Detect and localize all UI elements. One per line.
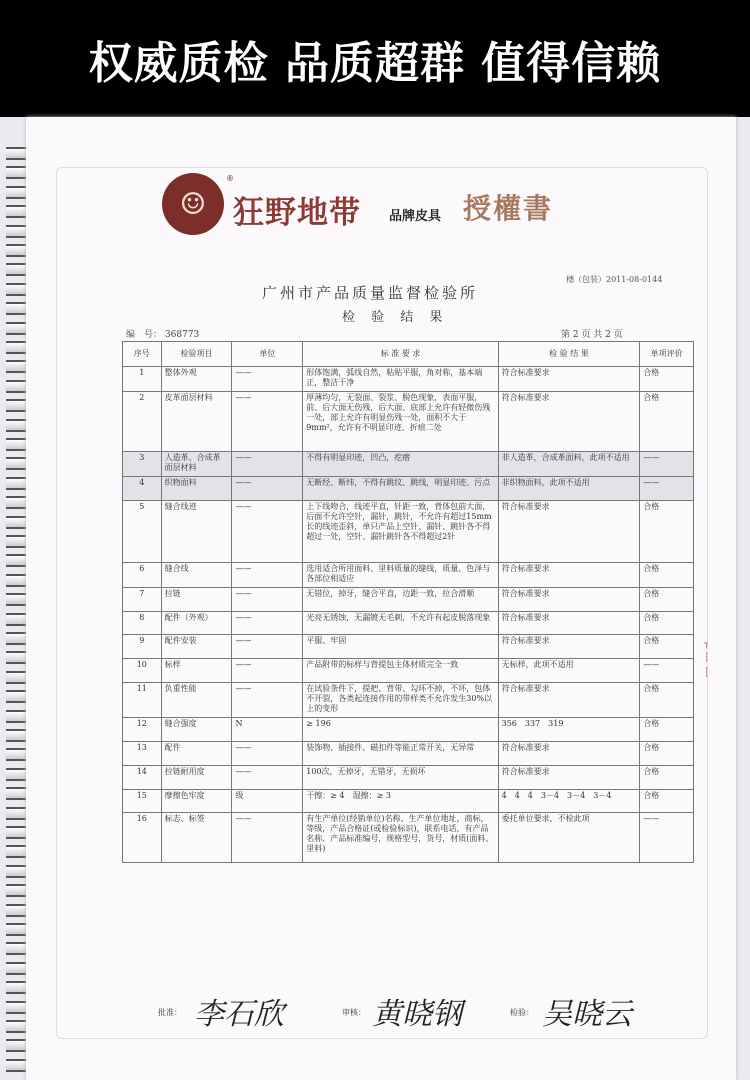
header-unit: 单位 (232, 342, 303, 367)
cell-result: 符合标准要求 (498, 611, 640, 635)
cell-item: 整体外观 (161, 367, 232, 392)
cell-result: 委托单位要求，不检此项 (498, 813, 640, 863)
cell-no: 6 (123, 563, 162, 588)
cell-requirement: 产品附带的标样与背提包主体材质完全一致 (303, 659, 498, 683)
cell-requirement: 选用适合所用面料、里料质量的缝线，质量、色泽与各部位相适应 (303, 563, 498, 588)
cell-result: 符合标准要求 (498, 563, 640, 588)
cell-verdict: —— (640, 452, 694, 477)
cell-no: 5 (123, 500, 162, 563)
cell-item: 缝合线迹 (161, 500, 232, 563)
cell-item: 负重性能 (161, 682, 232, 718)
header-result: 检 验 结 果 (498, 342, 640, 367)
table-row (123, 367, 694, 392)
cell-no: 1 (123, 367, 162, 392)
cell-result: 非织物面料，此项不适用 (498, 476, 640, 500)
red-stamp-edge: ┐ ┆ ┆ (704, 639, 710, 678)
cell-unit: N (232, 718, 303, 742)
cell-requirement: 不得有明显印迹，凹凸，疙瘩 (303, 452, 498, 477)
cell-requirement: 光亮无锈蚀，无漏镀无毛刺，不允许有起皮脱落现象 (303, 611, 498, 635)
cell-result: 符合标准要求 (498, 765, 640, 789)
table-row (123, 718, 694, 742)
review-signature: 黄晓钢 (372, 997, 462, 1032)
table-row (123, 682, 694, 718)
cell-no: 15 (123, 789, 162, 813)
brand-subtitle: 品牌皮具 (389, 209, 442, 224)
table-header-row (123, 342, 694, 367)
cell-unit: —— (232, 588, 303, 612)
check-signature: 吴晓云 (542, 997, 632, 1032)
cell-no: 16 (123, 813, 162, 863)
cell-verdict: 合格 (640, 563, 694, 588)
cell-item: 摩擦色牢度 (161, 789, 232, 813)
cell-result: 符合标准要求 (498, 500, 640, 563)
cell-requirement: 无错位，掉牙，缝合平直，边距一致，拉合滑顺 (303, 588, 498, 612)
cell-result: 符合标准要求 (498, 635, 640, 659)
cell-item: 织物面料 (161, 476, 232, 500)
cell-unit: —— (232, 391, 303, 451)
cell-verdict: —— (640, 476, 694, 500)
cell-verdict: 合格 (640, 500, 694, 563)
cell-result: 非人造革，合成革面料，此项不适用 (498, 452, 640, 477)
table-row (123, 611, 694, 635)
serial-number: 编 号： 368773 (126, 330, 200, 340)
cell-verdict: 合格 (640, 742, 694, 766)
cell-no: 2 (123, 391, 162, 451)
table-row (123, 765, 694, 789)
cell-requirement: 装饰物、插接件、磁扣件等能正常开关，无异常 (303, 742, 498, 766)
cell-result: 符合标准要求 (498, 391, 640, 451)
cell-requirement: 无断经、断纬，不得有跳纹、跳线，明显印迹、污点 (303, 476, 498, 500)
cell-unit: —— (232, 476, 303, 500)
cell-verdict: 合格 (640, 367, 694, 392)
table-row (123, 813, 694, 863)
cell-no: 7 (123, 588, 162, 612)
check-label: 检验： (510, 1008, 534, 1017)
cell-verdict: 合格 (640, 588, 694, 612)
cell-unit: —— (232, 813, 303, 863)
cell-result: 符合标准要求 (498, 742, 640, 766)
header-item: 检验项目 (161, 342, 232, 367)
institute-name: 广州市产品质量监督检验所 (262, 284, 479, 302)
cell-requirement: 平服、牢固 (303, 635, 498, 659)
cell-no: 14 (123, 765, 162, 789)
cell-verdict: 合格 (640, 765, 694, 789)
cell-unit: 级 (232, 789, 303, 813)
cell-unit: —— (232, 611, 303, 635)
cell-verdict: 合格 (640, 789, 694, 813)
brand-logo-icon: ☺ (162, 173, 224, 235)
inspection-table (122, 341, 694, 863)
table-row (123, 391, 694, 451)
cell-item: 配件安装 (161, 635, 232, 659)
cell-unit: —— (232, 635, 303, 659)
cell-verdict: —— (640, 813, 694, 863)
cell-item: 拉链耐用度 (161, 765, 232, 789)
cell-no: 13 (123, 742, 162, 766)
header-requirement: 标 准 要 求 (303, 342, 498, 367)
cell-result: 符合标准要求 (498, 682, 640, 718)
table-row (123, 635, 694, 659)
cell-requirement: 100次，无掉牙，无错牙，无损坏 (303, 765, 498, 789)
cell-item: 配件 (161, 742, 232, 766)
cell-requirement: 形体饱满，弧线自然，粘贴平服，角对称，基本端正，整洁干净 (303, 367, 498, 392)
certificate-page (26, 117, 736, 1080)
approve-signature: 李石欣 (194, 997, 284, 1032)
cell-no: 9 (123, 635, 162, 659)
cell-item: 人造革、合成革面层材料 (161, 452, 232, 477)
cell-no: 11 (123, 682, 162, 718)
page-number: 第 2 页 共 2 页 (561, 330, 623, 340)
cell-verdict: 合格 (640, 635, 694, 659)
signature-area (146, 985, 706, 1045)
cell-unit: —— (232, 563, 303, 588)
cell-unit: —— (232, 682, 303, 718)
cell-item: 拉链 (161, 588, 232, 612)
cell-unit: —— (232, 659, 303, 683)
cell-requirement: 干擦：≥ 4 湿擦：≥ 3 (303, 789, 498, 813)
table-row (123, 500, 694, 563)
cell-requirement: 有生产单位(经销单位)名称、生产单位地址，商标，等级，产品合格证(或检验标识)，联系电话，有产品名称、产品标准编号，规格型号，货号，材质(面料、里料) (303, 813, 498, 863)
cell-verdict: 合格 (640, 718, 694, 742)
cell-verdict: 合格 (640, 682, 694, 718)
approve-label: 批准： (158, 1008, 182, 1017)
cell-no: 10 (123, 659, 162, 683)
header-verdict: 单项评价 (640, 342, 694, 367)
banner-text: 权威质检 品质超群 值得信赖 (88, 37, 662, 89)
table-row (123, 452, 694, 477)
cell-verdict: 合格 (640, 611, 694, 635)
cell-result: 无标样，此项不适用 (498, 659, 640, 683)
cell-requirement: 厚薄均匀，无裂面、裂浆、脱色现象，表面平服，前、后大面无伤残，后大面、底部上允许有轻微伤残一处，部上允许有明显伤残一处，面积不大于9mm²，允许有不明显印迹、折痕二处 (303, 391, 498, 451)
cell-result: 356 337 319 (498, 718, 640, 742)
table-row (123, 742, 694, 766)
cell-unit: —— (232, 765, 303, 789)
table-row (123, 476, 694, 500)
cell-verdict: —— (640, 659, 694, 683)
cell-unit: —— (232, 367, 303, 392)
cell-verdict: 合格 (640, 391, 694, 451)
certificate-photo (0, 117, 750, 1080)
cell-result: 4 4 4 3－4 3－4 3－4 (498, 789, 640, 813)
cell-item: 标志、标签 (161, 813, 232, 863)
cell-item: 缝合线 (161, 563, 232, 588)
table-row (123, 588, 694, 612)
cell-no: 4 (123, 476, 162, 500)
registered-mark: ® (226, 174, 234, 183)
cell-unit: —— (232, 452, 303, 477)
cell-unit: —— (232, 500, 303, 563)
cell-requirement: 在试验条件下，提把、背带、勾环不掉，不坏，包体不开裂，各类起连接作用的带样类不允许发生30%以上的变形 (303, 682, 498, 718)
cell-no: 12 (123, 718, 162, 742)
document-number: 穗（包装）2011-08-0144 (566, 275, 663, 284)
cell-no: 3 (123, 452, 162, 477)
brand-name: 狂野地带 (233, 195, 361, 231)
cell-no: 8 (123, 611, 162, 635)
cell-requirement: 上下线吻合，线迹平直，针距一致，背体包前大面，后面不允许空针，漏针，跳针，不允许有超过15mm长的线迹歪斜，单只产品上空针、漏针、跳针各不得超过一处，空针、漏针跳针各不得超过2针 (303, 500, 498, 563)
cell-item: 标样 (161, 659, 232, 683)
cell-item: 皮革面层材料 (161, 391, 232, 451)
cell-result: 符合标准要求 (498, 588, 640, 612)
table-row (123, 563, 694, 588)
cell-item: 配件（外观） (161, 611, 232, 635)
cell-requirement: ≥ 196 (303, 718, 498, 742)
top-banner (0, 0, 750, 117)
table-row (123, 659, 694, 683)
results-title: 检 验 结 果 (342, 310, 449, 325)
table-row (123, 789, 694, 813)
review-label: 审核： (342, 1008, 366, 1017)
cell-unit: —— (232, 742, 303, 766)
cell-result: 符合标准要求 (498, 367, 640, 392)
cell-item: 缝合强度 (161, 718, 232, 742)
authorization-title: 授權書 (463, 192, 554, 225)
header-no: 序号 (123, 342, 162, 367)
